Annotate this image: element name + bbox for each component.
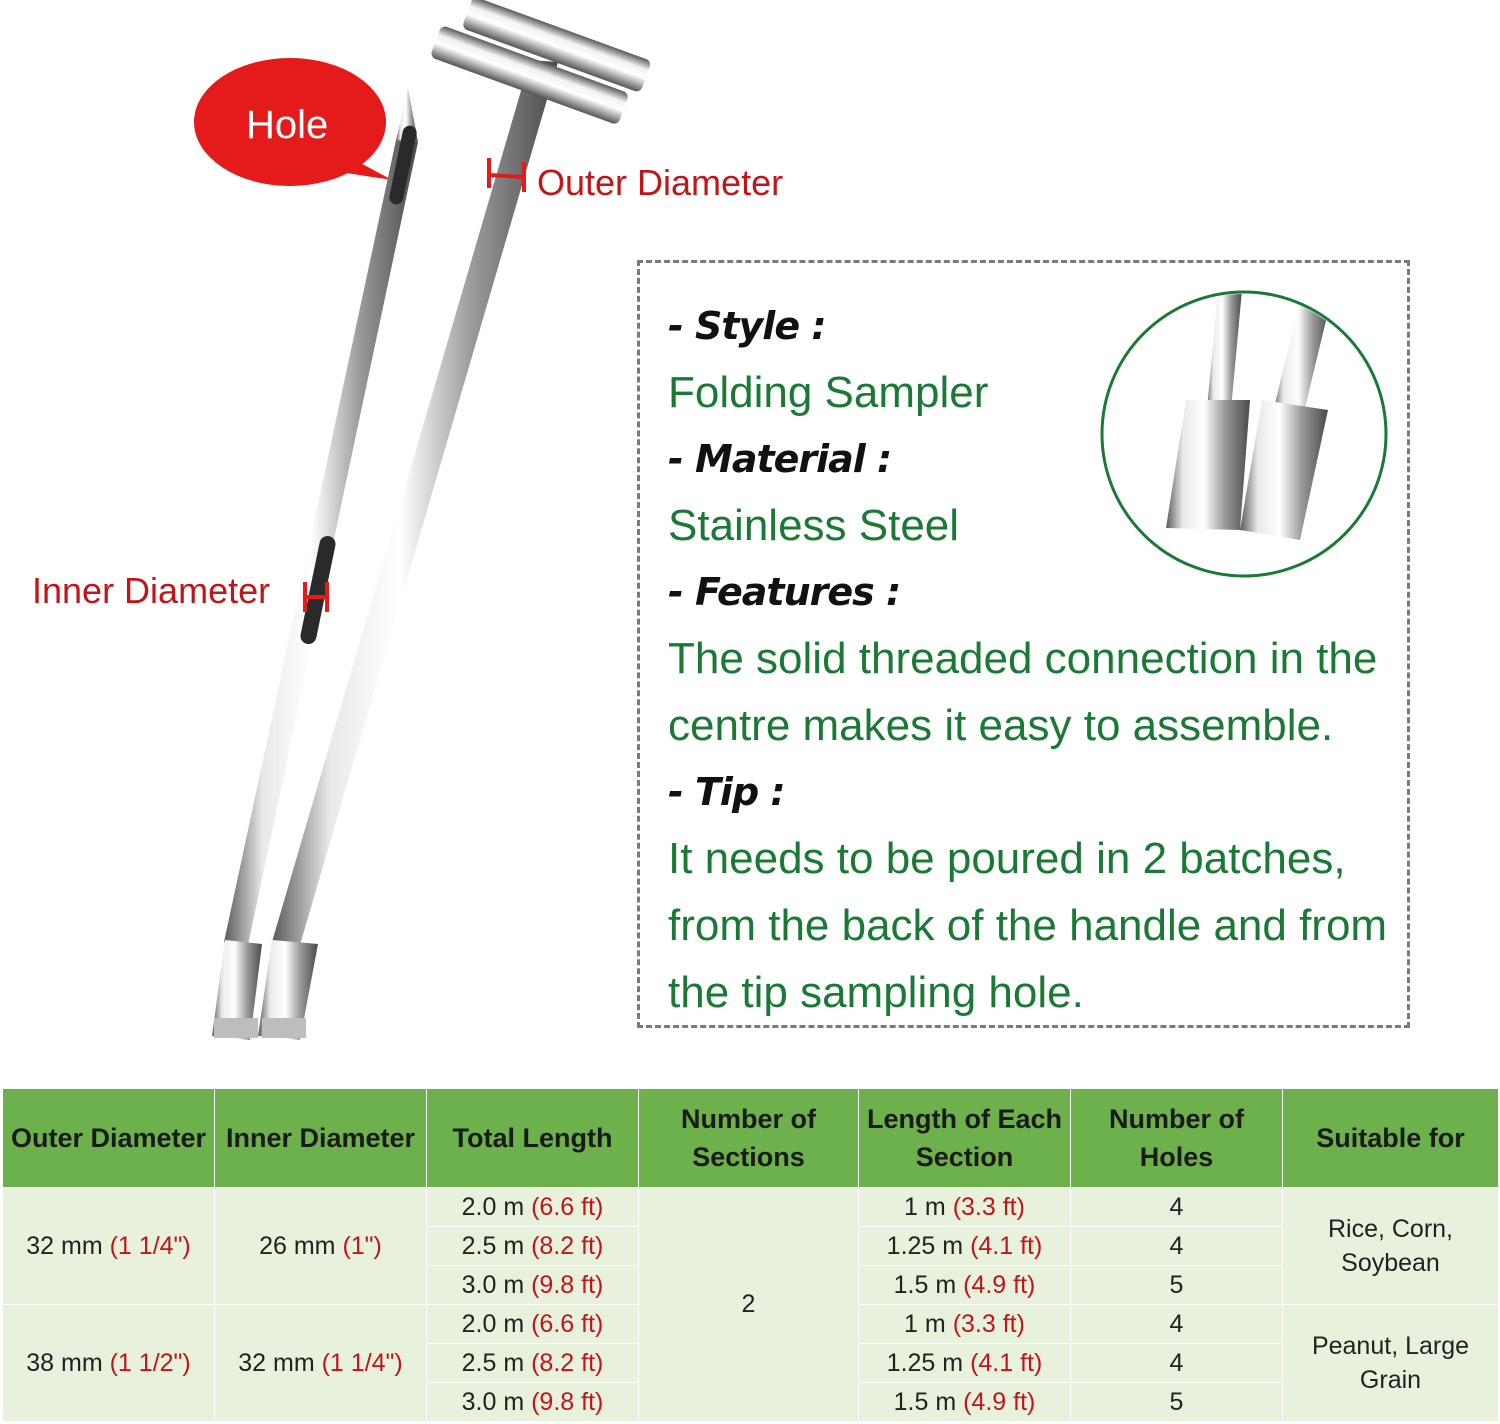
header-number-of-holes: Number of Holes [1071, 1089, 1283, 1188]
total-length-cell: 3.0 m (9.8 ft) [427, 1383, 639, 1422]
outer-diameter-cell: 38 mm (1 1/2") [3, 1305, 215, 1422]
outer-diameter-label: Outer Diameter [537, 162, 784, 203]
size-specification-table [2, 1088, 1499, 1422]
section-length-cell: 1 m (3.3 ft) [859, 1305, 1071, 1344]
inner-diameter-cell: 32 mm (1 1/4") [215, 1305, 427, 1422]
header-total-length: Total Length [427, 1089, 639, 1188]
style-value: Folding Sampler [668, 368, 989, 417]
section-length-cell: 1 m (3.3 ft) [859, 1188, 1071, 1227]
total-length-cell: 3.0 m (9.8 ft) [427, 1266, 639, 1305]
section-length-cell: 1.25 m (4.1 ft) [859, 1344, 1071, 1383]
tip-value: It needs to be poured in 2 batches, from the back of the handle and from the tip sampling hole. [668, 834, 1388, 1017]
section-length-cell: 1.5 m (4.9 ft) [859, 1266, 1071, 1305]
header-number-of-sections: Number of Sections [639, 1089, 859, 1188]
hole-label: Hole [246, 103, 329, 147]
holes-cell: 4 [1071, 1305, 1283, 1344]
header-inner-diameter: Inner Diameter [215, 1089, 427, 1188]
inner-diameter-cell: 26 mm (1") [215, 1188, 427, 1305]
holes-cell: 5 [1071, 1266, 1283, 1305]
total-length-cell: 2.5 m (8.2 ft) [427, 1227, 639, 1266]
header-outer-diameter: Outer Diameter [3, 1089, 215, 1188]
style-heading: - Style : [668, 304, 826, 348]
header-suitable-for: Suitable for [1283, 1089, 1499, 1188]
tip-heading: - Tip : [668, 770, 785, 814]
section-length-cell: 1.5 m (4.9 ft) [859, 1383, 1071, 1422]
inner-diameter-label: Inner Diameter [32, 570, 271, 611]
suitable-for-cell: Peanut, Large Grain [1283, 1305, 1499, 1422]
outer-diameter-cell: 32 mm (1 1/4") [3, 1188, 215, 1305]
total-length-cell: 2.0 m (6.6 ft) [427, 1305, 639, 1344]
holes-cell: 4 [1071, 1227, 1283, 1266]
section-length-cell: 1.25 m (4.1 ft) [859, 1227, 1071, 1266]
holes-cell: 4 [1071, 1188, 1283, 1227]
material-heading: - Material : [668, 437, 892, 481]
number-of-sections-cell: 2 [639, 1188, 859, 1422]
header-length-of-each-section: Length of Each Section [859, 1089, 1071, 1188]
specifications-box [637, 260, 1410, 1028]
table-header-row [3, 1089, 1499, 1188]
total-length-cell: 2.5 m (8.2 ft) [427, 1344, 639, 1383]
table-row [3, 1188, 1499, 1227]
total-length-cell: 2.0 m (6.6 ft) [427, 1188, 639, 1227]
features-heading: - Features : [668, 570, 901, 614]
holes-cell: 4 [1071, 1344, 1283, 1383]
features-value: The solid threaded connection in the centre makes it easy to assemble. [668, 634, 1378, 750]
specifications-list [668, 293, 1408, 1026]
holes-cell: 5 [1071, 1383, 1283, 1422]
material-value: Stainless Steel [668, 501, 960, 550]
suitable-for-cell: Rice, Corn, Soybean [1283, 1188, 1499, 1305]
